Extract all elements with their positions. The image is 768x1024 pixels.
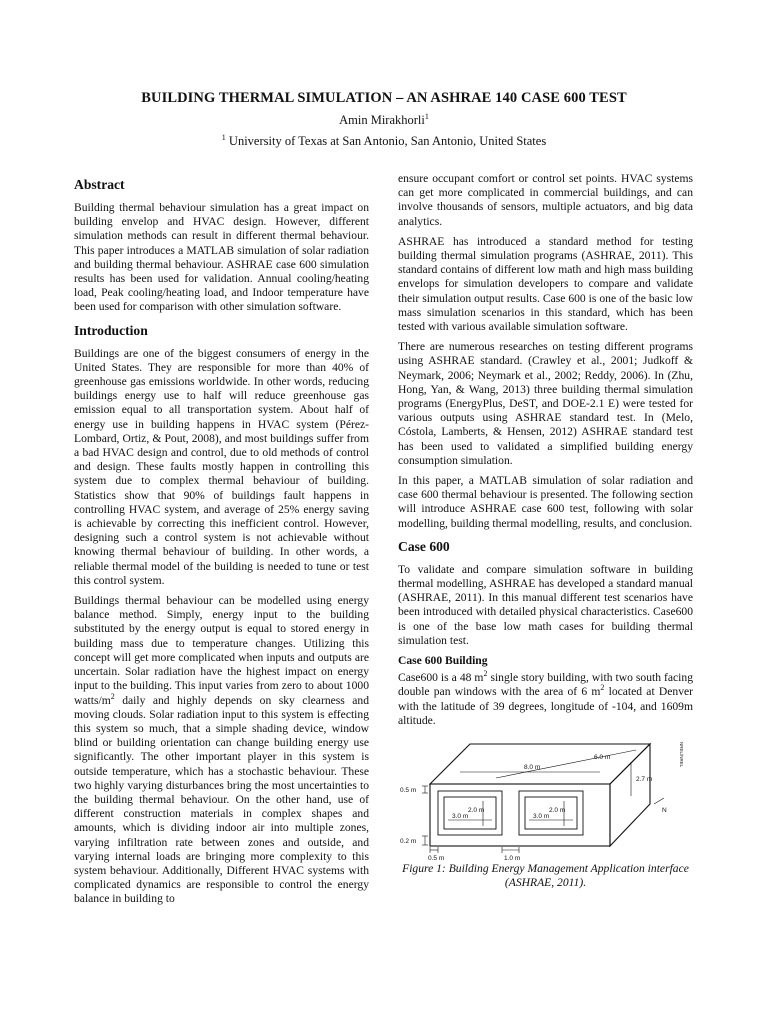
intro-p2-part-a: Buildings thermal behaviour can be modelled using energy balance method. Simply, energy input to the building substituted by the energy output is equal to stored energy in building mass due to temperature changes. Utilizing this concept will get more complicated when inputs and outputs are uncertain. Solar radiation have the highest impact on energy input to the building. This input varies from zero to about 1000 watts/m [74,594,369,707]
introduction-heading: Introduction [74,322,148,338]
paper-title: BUILDING THERMAL SIMULATION – AN ASHRAE 140 CASE 600 TEST [141,90,627,106]
label-3m-a: 3.0 m [452,812,469,820]
figure-caption: Figure 1: Building Energy Management Application interface (ASHRAE, 2011). [402,861,689,889]
building-diagram [398,736,693,862]
affiliation-superscript: 1 [221,132,226,142]
east-face [610,744,653,846]
intro-paragraph-3: ensure occupant comfort or control set points. HVAC systems can get more complicated in commercial buildings, and can involve thousands of sensors, multiple actuators, and big data analytics. [398,172,693,228]
case600-heading: Case 600 [398,538,450,554]
dimension-labels [400,742,684,862]
case600-p2-part-a: Case600 is a 48 m [398,671,484,685]
case600-p2-sup-1: 2 [483,669,488,679]
case600-p2-part-b: single story building, with two south facing double pan windows with the area of 6 m [398,671,693,699]
label-0-2m: 0.2 m [400,837,417,845]
label-6m: 6.0 m [594,753,611,761]
affiliation: University of Texas at San Antonio, San Antonio, United States [225,134,547,148]
case600-paragraph-1: To validate and compare simulation software in building thermal modelling, ASHRAE has developed a standard manual (ASHRAE, 2011). In this manual different test scenarios have been introduced with detailed physical characteristics. Case600 is one of the base low math cases for building thermal simulation test. [398,562,693,647]
author-line [0,113,768,128]
label-3m-b: 3.0 m [533,812,550,820]
label-1m: 1.0 m [504,854,521,862]
intro-paragraph-6: In this paper, a MATLAB simulation of solar radiation and case 600 thermal behaviour is presented. The following section will introduce ASHRAE case 600 test, following with solar modelling, building thermal modelling, results, and conclusion. [398,474,693,530]
case600-p2-sup-2: 2 [600,683,605,693]
building-box [430,744,653,846]
dimension-lines [422,750,664,853]
intro-paragraph-5: There are numerous researches on testing different programs using ASHRAE standard. (Crawley et al., 2001; Judkoff & Neymark, 2006; Neymark et al., 2002; Reddy, 2006). In (Zhu, Hong, Yan, & Wang, 2013) three building thermal simulation programs (EnergyPlus, DeST, and DOE-2.1 E) were tested for various outputs using ASHRAE standard test. In (Melo, Cóstola, Lamberts, & Hensen, 2012) ASHRAE standard test has been used to validated a simplified building energy consumption simulation. [398,340,693,467]
intro-paragraph-1: Buildings are one of the biggest consumers of energy in the United States. They are responsible for more than 40% of greenhouse gas emissions worldwide. In other words, reducing buildings energy use to half will reduce greenhouse gas emission equal to all transportation system. About half of energy use in building happens in HVAC system (Pérez-Lombard, Ortiz, & Pout, 2008), and most buildings suffer from a bad HVAC design and control, due to old methods of control and design. These faults mostly happen in controlling this system due to complex thermal behaviour of building. Statistics show that 90% of buildings fault happens in controlling HVAC system, and average of 25% energy saving is achievable by correcting this inefficient control. However, designing such a control system is not achievable without knowing thermal behaviour of building. In other words, a reliable thermal model of the building is needed to tune or test this control system. [74,346,369,587]
label-2m-a: 2.0 m [468,806,485,814]
north-label: N [662,806,667,814]
label-2-7m: 2.7 m [636,775,653,783]
case600-p2-part-c: located at Denver with the latitude of 39 degrees, longitude of -104, and 1609m altitude. [398,685,693,727]
intro-paragraph-2 [74,594,369,906]
label-0-5m-top: 0.5 m [400,786,417,794]
intro-p2-part-b: daily and highly depends on sky clearness and moving clouds. Solar radiation input to this system is effecting this system so much, that a simple shading device, window blind or building orientation can change building energy use significantly. The other important player in this system is outside temperature, which has a stochastic behaviour. These two highly varying disturbances bring the most uncertainties to the building thermal behaviour. On the other hand, use of different construction materials in complex shapes and amounts, which is dividing indoor air into multiple zones, varying infiltration rate between zones and outside, and varying internal loads are bringing more complexity to this system behaviour. Additionally, Different HVAC systems with complicated dynamics are responsible to control the energy balance in building to [74,693,369,906]
intro-p2-superscript: 2 [110,691,115,701]
figure-side-note: NREL/NREL [679,741,684,768]
label-8m: 8.0 m [524,763,541,771]
intro-paragraph-4: ASHRAE has introduced a standard method for testing building thermal simulation programs (ASHRAE, 2011). This standard contains of different low math and high mass building envelops for simulation developers to compare and validate their simulation output results. Case 600 is one of the basic low mass simulation scenarios in this standard, which has been tested with various available simulation software. [398,234,693,334]
figure-1 [398,736,693,890]
author-name: Amin Mirakhorli [339,113,425,127]
abstract-heading: Abstract [74,177,125,192]
right-column [398,172,693,890]
author-superscript: 1 [424,111,429,121]
label-2m-b: 2.0 m [549,806,566,814]
affiliation-line [0,134,768,149]
label-0-5m-bottom: 0.5 m [428,854,445,862]
case600-building-subheading: Case 600 Building [398,654,488,668]
left-column [74,168,369,913]
abstract-text: Building thermal behaviour simulation has a great impact on building envelop and HVAC design. However, different simulation methods can result in different thermal behaviour. This paper introduces a MATLAB simulation of solar radiation and building thermal behaviour. ASHRAE case 600 simulation results has been used for validation. Annual cooling/heating load, Peak cooling/heating load, and Indoor temperature have been used for comparison with other simulation software. [74,201,369,314]
case600-paragraph-2 [398,671,693,728]
